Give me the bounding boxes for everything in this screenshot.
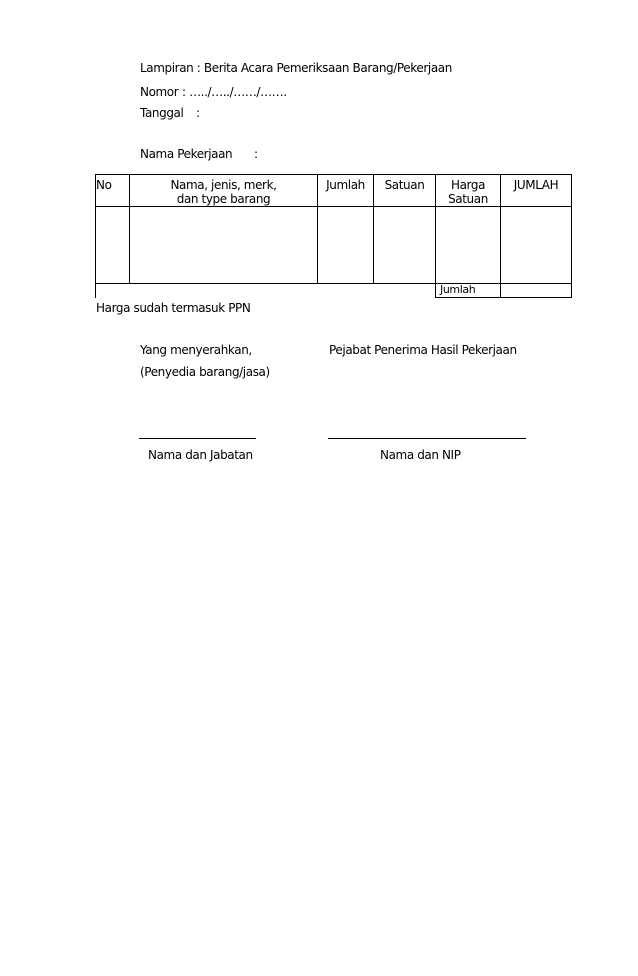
col-header-jumlah-total [501,175,572,207]
cell-satuan[interactable] [374,207,436,284]
table-header-row [96,175,572,207]
col-header-no-line1: No [96,178,112,192]
nama-pekerjaan-separator: : [254,147,258,161]
total-label: Jumlah [436,284,501,298]
lampiran-label: Lampiran [140,61,194,75]
cell-jumlah-total[interactable] [501,207,572,284]
nomor-label: Nomor [140,85,179,99]
col-header-nama-line2: dan type barang [176,192,271,206]
total-value[interactable] [501,284,572,298]
right-signature-title: Pejabat Penerima Hasil Pekerjaan [329,343,517,357]
col-header-jumlah-total-line1: JUMLAH [513,178,559,192]
col-header-satuan [374,175,436,207]
lampiran-line [140,61,452,75]
items-table [95,174,572,298]
col-header-jumlah [318,175,374,207]
right-signature-caption: Nama dan NIP [380,448,461,462]
table-total-row [96,284,572,298]
left-signature-caption: Nama dan Jabatan [148,448,253,462]
cell-jumlah[interactable] [318,207,374,284]
col-header-nama [130,175,318,207]
col-header-harga-satuan-line2: Satuan [448,192,488,206]
nomor-value-line [182,85,287,99]
total-row-spacer [96,284,436,298]
tanggal-separator: : [196,106,200,120]
right-signature-line [328,438,526,439]
tanggal-value-line [196,106,200,120]
col-header-jumlah-line1: Jumlah [326,178,365,192]
col-header-harga-satuan [436,175,501,207]
col-header-no [96,175,130,207]
left-signature-line [139,438,256,439]
col-header-satuan-line1: Satuan [384,178,425,192]
ppn-note: Harga sudah termasuk PPN [96,301,251,315]
nomor-value: …../…../……/……. [189,85,287,99]
cell-nama[interactable] [130,207,318,284]
col-header-harga-satuan-line1: Harga [450,178,486,192]
nama-pekerjaan-value-line [254,147,258,161]
lampiran-separator: : [196,61,201,75]
nama-pekerjaan-label: Nama Pekerjaan [140,147,233,161]
col-header-nama-line1: Nama, jenis, merk, [170,178,277,192]
table-row [96,207,572,284]
left-signature-subtitle: (Penyedia barang/jasa) [140,365,270,379]
lampiran-value: Berita Acara Pemeriksaan Barang/Pekerjaan [203,61,452,75]
tanggal-label: Tanggal [140,106,184,120]
cell-no[interactable] [96,207,130,284]
nomor-separator: : [182,85,186,99]
left-signature-title: Yang menyerahkan, [140,343,252,357]
cell-harga-satuan[interactable] [436,207,501,284]
